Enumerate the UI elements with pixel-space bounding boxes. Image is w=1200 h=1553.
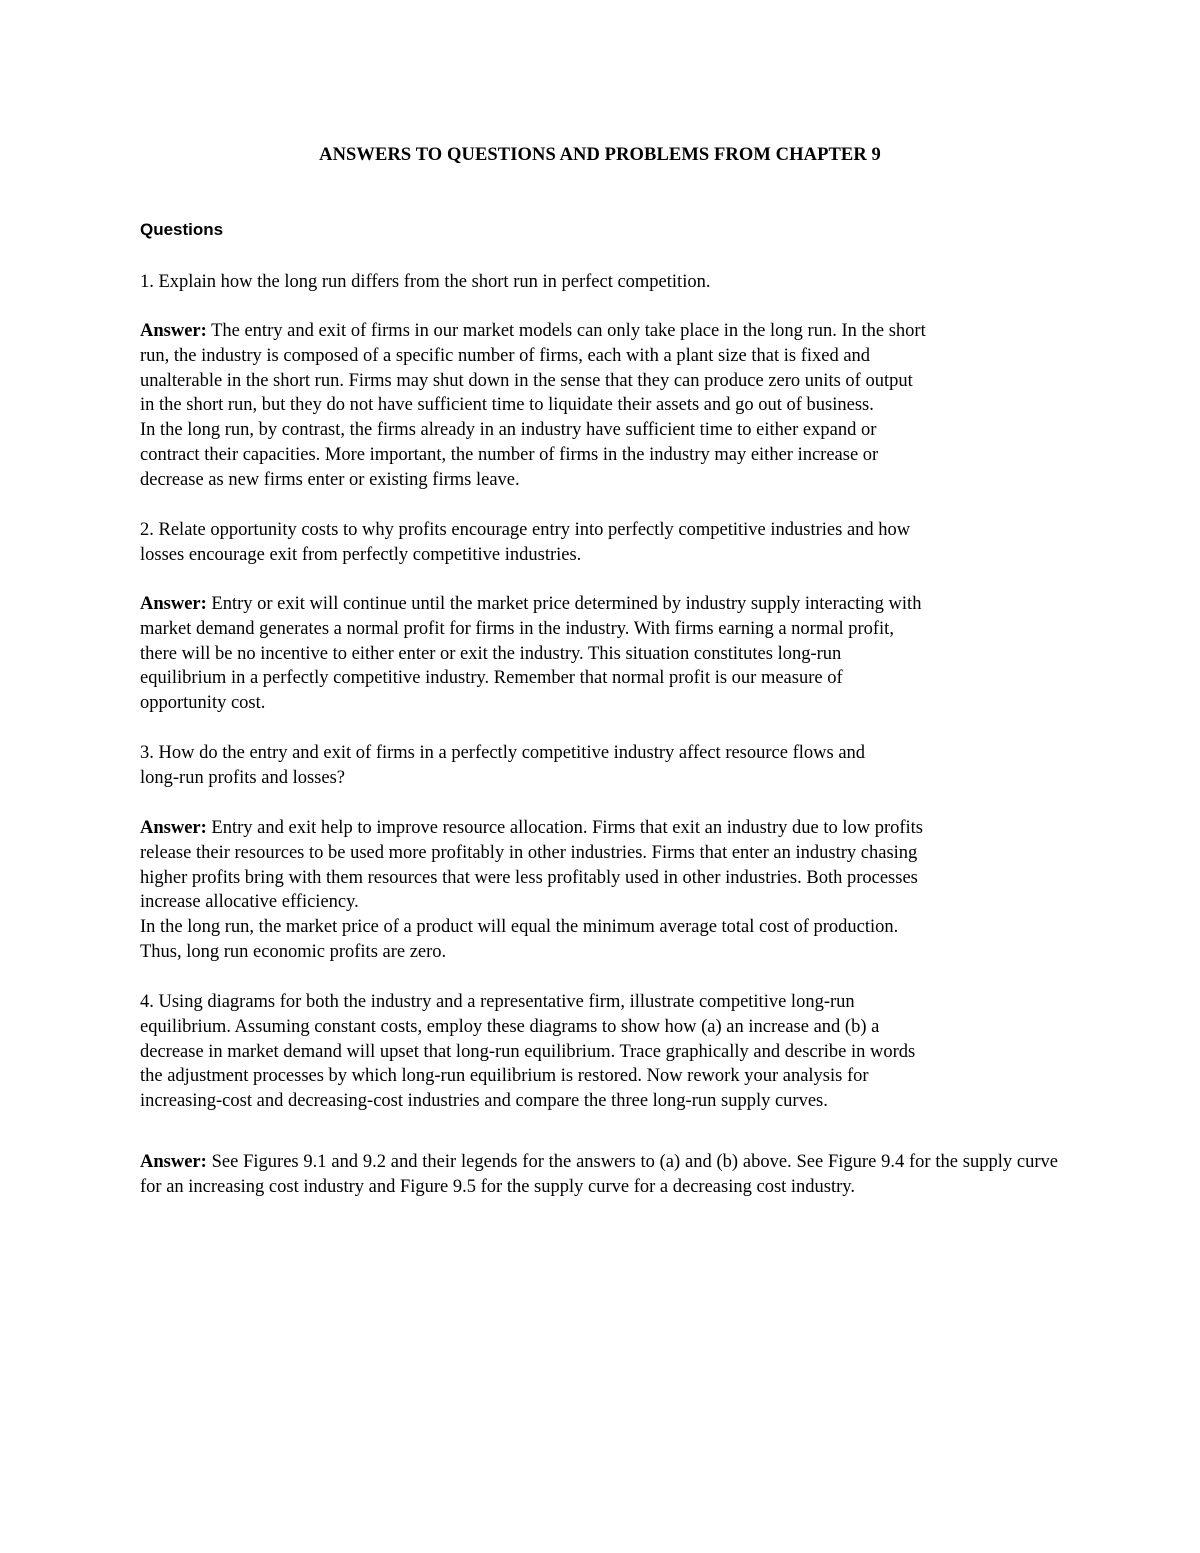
answer-label: Answer: [140,818,207,838]
answer-3-line: higher profits bring with them resources that were less profitably used in other industries. Both processes [140,867,918,888]
answer-1-line [140,319,1065,344]
answer-3-line [140,816,1065,841]
question-3 [140,741,1065,791]
question-4-line: 4. Using diagrams for both the industry and a representative firm, illustrate competitive long-run [140,992,855,1012]
question-4-line: decrease in market demand will upset that long-run equilibrium. Trace graphically and describe in words [140,1041,916,1062]
answer-2-line: market demand generates a normal profit for firms in the industry. With firms earning a normal profit, [140,618,894,639]
answer-3-line: release their resources to be used more profitably in other industries. Firms that enter an industry chasing [140,842,918,863]
question-2 [140,518,1065,568]
answer-2-line: equilibrium in a perfectly competitive industry. Remember that normal profit is our measure of [140,668,843,689]
question-1-line: 1. Explain how the long run differs from the short run in perfect competition. [140,272,711,292]
answer-1-line: contract their capacities. More important, the number of firms in the industry may either increase or [140,444,879,465]
question-4-line: the adjustment processes by which long-run equilibrium is restored. Now rework your analysis for [140,1066,869,1087]
section-heading-questions: Questions [140,220,224,239]
answer-1-line: run, the industry is composed of a specific number of firms, each with a plant size that is fixed and [140,345,871,366]
answer-3-line: In the long run, the market price of a product will equal the minimum average total cost of production. [140,917,899,938]
answer-3-text: Entry and exit help to improve resource allocation. Firms that exit an industry due to low profits [206,818,924,838]
answer-1 [140,319,1065,493]
question-2-line: losses encourage exit from perfectly competitive industries. [140,544,582,565]
answer-2-line: there will be no incentive to either enter or exit the industry. This situation constitutes long-run [140,643,842,664]
question-3-line: long-run profits and losses? [140,767,346,788]
question-4 [140,990,1065,1114]
question-4-line: equilibrium. Assuming constant costs, employ these diagrams to show how (a) an increase and (b) a [140,1016,880,1037]
answer-label: Answer: [140,321,207,341]
answer-1-line: decrease as new firms enter or existing firms leave. [140,469,520,490]
answer-2-text: Entry or exit will continue until the market price determined by industry supply interacting with [206,594,922,614]
question-3-line: 3. How do the entry and exit of firms in a perfectly competitive industry affect resource flows and [140,743,866,763]
question-4-line: increasing-cost and decreasing-cost industries and compare the three long-run supply curves. [140,1091,828,1112]
answer-4-text: See Figures 9.1 and 9.2 and their legends for the answers to (a) and (b) above. See Figure 9.4 for the supply curve for an increasing cost industry and Figure 9.5 for the supply curve for a decreasing cost industry. [140,1152,1058,1197]
answer-1-line: In the long run, by contrast, the firms already in an industry have sufficient time to either expand or [140,420,877,441]
answer-2-line: opportunity cost. [140,693,266,714]
answer-2-line [140,592,1065,617]
answer-2 [140,592,1065,716]
answer-label: Answer: [140,594,207,614]
question-2-line: 2. Relate opportunity costs to why profits encourage entry into perfectly competitive industries and how [140,520,911,540]
answer-1-line: in the short run, but they do not have sufficient time to liquidate their assets and go out of business. [140,395,874,416]
document-title: ANSWERS TO QUESTIONS AND PROBLEMS FROM CHAPTER 9 [319,145,881,165]
answer-label: Answer: [140,1152,207,1172]
answer-3-line: Thus, long run economic profits are zero. [140,941,447,962]
answer-1-text: The entry and exit of firms in our market models can only take place in the long run. In the short [206,321,926,341]
answer-4 [140,1150,1058,1200]
question-1 [140,270,1065,295]
answer-3 [140,816,1065,965]
answer-3-line: increase allocative efficiency. [140,892,359,913]
answer-1-line: unalterable in the short run. Firms may shut down in the sense that they can produce zero units of output [140,370,913,391]
